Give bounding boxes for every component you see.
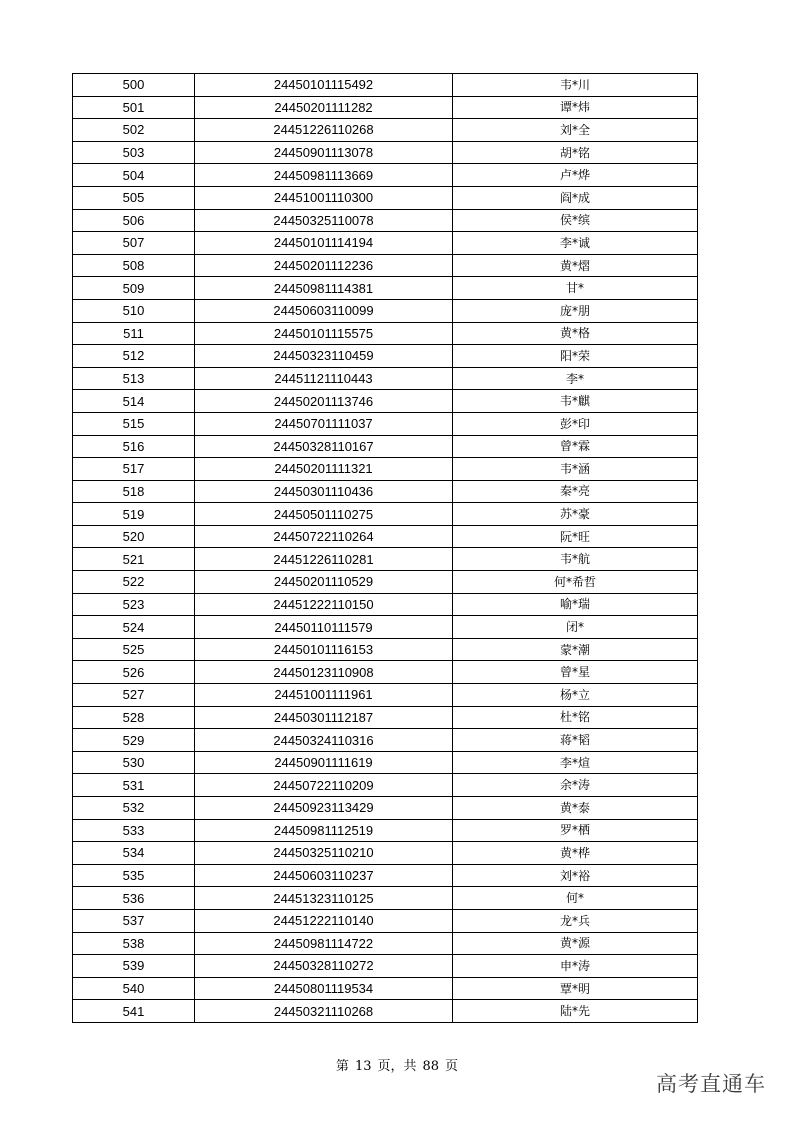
table-row [73,797,698,820]
row-number-cell: 539 [73,955,195,978]
exam-id-cell: 24450923113429 [195,797,453,820]
row-number-cell: 534 [73,842,195,865]
student-name-cell: 黄*格 [453,322,698,345]
student-name-cell: 谭*炜 [453,96,698,119]
exam-id-cell: 24450324110316 [195,729,453,752]
student-name-cell: 杨*立 [453,684,698,707]
student-name-cell: 彭*印 [453,412,698,435]
student-name-cell: 刘*裕 [453,864,698,887]
student-name-cell: 龙*兵 [453,909,698,932]
table-row [73,480,698,503]
row-number-cell: 532 [73,797,195,820]
exam-id-cell: 24450328110272 [195,955,453,978]
student-name-cell: 黄*桦 [453,842,698,865]
table-row [73,525,698,548]
row-number-cell: 520 [73,525,195,548]
table-row [73,638,698,661]
page-prefix: 第 [335,1059,349,1074]
row-number-cell: 513 [73,367,195,390]
row-number-cell: 500 [73,74,195,97]
student-name-cell: 韦*航 [453,548,698,571]
exam-id-cell: 24450901111619 [195,751,453,774]
table-row [73,1000,698,1023]
row-number-cell: 511 [73,322,195,345]
row-number-cell: 526 [73,661,195,684]
row-number-cell: 519 [73,503,195,526]
exam-id-cell: 24450301112187 [195,706,453,729]
student-name-cell: 曾*霖 [453,435,698,458]
table-row [73,164,698,187]
row-number-cell: 517 [73,458,195,481]
student-name-cell: 胡*铭 [453,141,698,164]
table-row [73,141,698,164]
roster-body [73,74,698,1023]
student-name-cell: 韦*麒 [453,390,698,413]
exam-id-cell: 24450321110268 [195,1000,453,1023]
row-number-cell: 537 [73,909,195,932]
table-row [73,367,698,390]
table-row [73,548,698,571]
row-number-cell: 524 [73,616,195,639]
exam-id-cell: 24450101115492 [195,74,453,97]
table-row [73,119,698,142]
row-number-cell: 503 [73,141,195,164]
student-name-cell: 刘*全 [453,119,698,142]
student-name-cell: 杜*铭 [453,706,698,729]
exam-id-cell: 24450603110237 [195,864,453,887]
student-name-cell: 罗*栖 [453,819,698,842]
row-number-cell: 541 [73,1000,195,1023]
student-name-cell: 韦*川 [453,74,698,97]
row-number-cell: 510 [73,299,195,322]
student-name-cell: 卢*烨 [453,164,698,187]
row-number-cell: 512 [73,345,195,368]
row-number-cell: 502 [73,119,195,142]
exam-id-cell: 24450101115575 [195,322,453,345]
row-number-cell: 522 [73,571,195,594]
student-name-cell: 闭* [453,616,698,639]
row-number-cell: 528 [73,706,195,729]
row-number-cell: 521 [73,548,195,571]
table-row [73,616,698,639]
table-row [73,842,698,865]
table-row [73,684,698,707]
student-name-cell: 曾*星 [453,661,698,684]
exam-id-cell: 24450201111282 [195,96,453,119]
exam-id-cell: 24450201112236 [195,254,453,277]
exam-id-cell: 24450110111579 [195,616,453,639]
table-row [73,209,698,232]
table-row [73,864,698,887]
row-number-cell: 501 [73,96,195,119]
exam-id-cell: 24450981114722 [195,932,453,955]
table-row [73,299,698,322]
page-suffix: 页 [445,1059,459,1074]
student-name-cell: 李* [453,367,698,390]
exam-id-cell: 24451226110281 [195,548,453,571]
table-row [73,729,698,752]
exam-id-cell: 24450201110529 [195,571,453,594]
student-name-cell: 覃*明 [453,977,698,1000]
student-name-cell: 何*希哲 [453,571,698,594]
exam-id-cell: 24450301110436 [195,480,453,503]
student-name-cell: 阳*荣 [453,345,698,368]
table-row [73,277,698,300]
row-number-cell: 508 [73,254,195,277]
student-name-cell: 李*煊 [453,751,698,774]
row-number-cell: 538 [73,932,195,955]
watermark-logo: 高考直通车 [656,1072,766,1096]
table-row [73,186,698,209]
student-name-cell: 甘* [453,277,698,300]
table-row [73,571,698,594]
exam-id-cell: 24450101114194 [195,232,453,255]
page-total: 88 [422,1059,440,1074]
student-name-cell: 李*诚 [453,232,698,255]
table-row [73,932,698,955]
page-mid: 页，共 [377,1059,417,1074]
student-name-cell: 侯*缤 [453,209,698,232]
table-row [73,909,698,932]
exam-id-cell: 24450323110459 [195,345,453,368]
table-row [73,706,698,729]
exam-id-cell: 24450325110078 [195,209,453,232]
table-row [73,593,698,616]
table-row [73,661,698,684]
exam-id-cell: 24450701111037 [195,412,453,435]
row-number-cell: 514 [73,390,195,413]
student-name-cell: 余*涛 [453,774,698,797]
table-row [73,819,698,842]
table-row [73,345,698,368]
student-name-cell: 韦*涵 [453,458,698,481]
table-row [73,751,698,774]
table-row [73,232,698,255]
exam-id-cell: 24451323110125 [195,887,453,910]
table-row [73,96,698,119]
row-number-cell: 536 [73,887,195,910]
row-number-cell: 527 [73,684,195,707]
table-row [73,458,698,481]
student-name-cell: 蒋*韬 [453,729,698,752]
row-number-cell: 509 [73,277,195,300]
exam-id-cell: 24450722110264 [195,525,453,548]
page-current: 13 [354,1059,372,1074]
student-name-cell: 蒙*潮 [453,638,698,661]
exam-id-cell: 24451121110443 [195,367,453,390]
exam-id-cell: 24450101116153 [195,638,453,661]
table-row [73,74,698,97]
row-number-cell: 516 [73,435,195,458]
table-row [73,412,698,435]
table-row [73,254,698,277]
exam-id-cell: 24450981114381 [195,277,453,300]
exam-id-cell: 24451222110140 [195,909,453,932]
exam-id-cell: 24450801119534 [195,977,453,1000]
exam-id-cell: 24450123110908 [195,661,453,684]
row-number-cell: 506 [73,209,195,232]
student-name-cell: 阮*旺 [453,525,698,548]
exam-id-cell: 24450901113078 [195,141,453,164]
exam-id-cell: 24450722110209 [195,774,453,797]
student-name-cell: 何* [453,887,698,910]
student-name-cell: 庞*朋 [453,299,698,322]
student-name-cell: 阎*成 [453,186,698,209]
table-row [73,977,698,1000]
student-name-cell: 黄*泰 [453,797,698,820]
exam-id-cell: 24450325110210 [195,842,453,865]
row-number-cell: 504 [73,164,195,187]
table-row [73,503,698,526]
row-number-cell: 525 [73,638,195,661]
row-number-cell: 533 [73,819,195,842]
exam-id-cell: 24451222110150 [195,593,453,616]
table-row [73,322,698,345]
row-number-cell: 507 [73,232,195,255]
table-row [73,887,698,910]
row-number-cell: 540 [73,977,195,1000]
table-row [73,955,698,978]
student-name-cell: 黄*源 [453,932,698,955]
row-number-cell: 530 [73,751,195,774]
table-row [73,390,698,413]
exam-id-cell: 24450201111321 [195,458,453,481]
exam-id-cell: 24451001110300 [195,186,453,209]
exam-id-cell: 24451226110268 [195,119,453,142]
exam-id-cell: 24450981112519 [195,819,453,842]
exam-id-cell: 24450201113746 [195,390,453,413]
student-name-cell: 喻*瑞 [453,593,698,616]
row-number-cell: 531 [73,774,195,797]
roster-table [72,73,698,1023]
row-number-cell: 523 [73,593,195,616]
row-number-cell: 518 [73,480,195,503]
student-name-cell: 苏*豪 [453,503,698,526]
exam-id-cell: 24450328110167 [195,435,453,458]
row-number-cell: 535 [73,864,195,887]
exam-id-cell: 24450603110099 [195,299,453,322]
exam-id-cell: 24450981113669 [195,164,453,187]
row-number-cell: 505 [73,186,195,209]
student-name-cell: 陆*先 [453,1000,698,1023]
table-row [73,435,698,458]
student-name-cell: 申*涛 [453,955,698,978]
row-number-cell: 529 [73,729,195,752]
student-name-cell: 黄*熠 [453,254,698,277]
student-name-cell: 秦*亮 [453,480,698,503]
row-number-cell: 515 [73,412,195,435]
exam-id-cell: 24451001111961 [195,684,453,707]
table-row [73,774,698,797]
exam-id-cell: 24450501110275 [195,503,453,526]
